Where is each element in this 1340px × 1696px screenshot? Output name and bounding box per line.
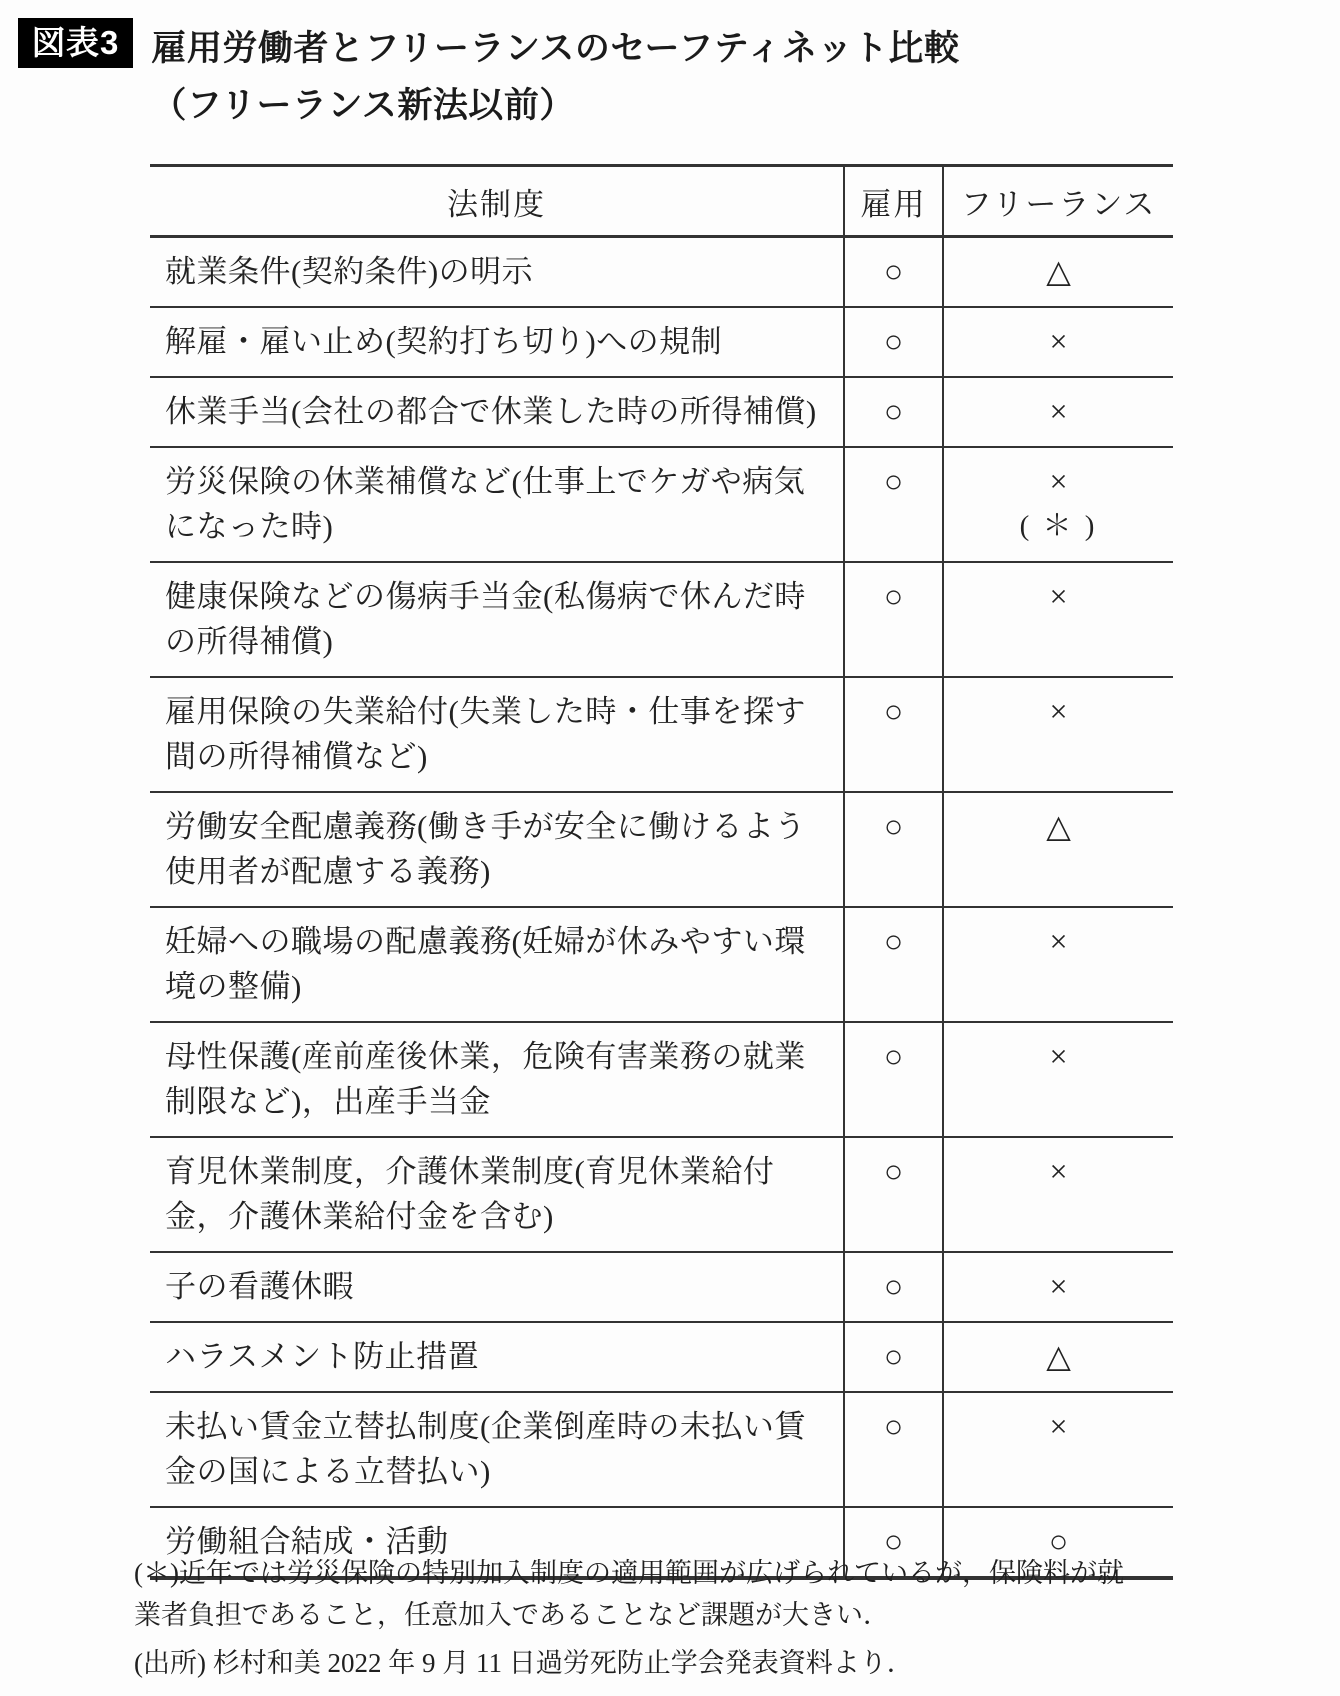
employment-mark: ○ [883, 463, 904, 499]
table-row [150, 307, 1173, 377]
employment-mark-cell [844, 562, 943, 677]
table-row [150, 1322, 1173, 1392]
law-item-label: 母性保護(産前産後休業，危険有害業務の就業制限など)，出産手当金 [150, 1022, 844, 1137]
employment-mark-cell [844, 907, 943, 1022]
table-row [150, 1252, 1173, 1322]
law-item-label: 未払い賃金立替払制度(企業倒産時の未払い賃金の国による立替払い) [150, 1392, 844, 1507]
employment-mark: ○ [883, 1153, 904, 1189]
employment-mark-cell [844, 1252, 943, 1322]
freelance-mark: × [1049, 463, 1068, 499]
freelance-mark: × [1049, 1268, 1068, 1304]
freelance-mark-cell [943, 377, 1173, 447]
freelance-mark: × [1049, 323, 1068, 359]
comparison-table [150, 164, 1173, 1580]
footnote-source: (出所) 杉村和美 2022 年 9 月 11 日過労死防止学会発表資料より． [134, 1648, 914, 1678]
freelance-mark: × [1049, 1153, 1068, 1189]
law-item-label: 妊婦への職場の配慮義務(妊婦が休みやすい環境の整備) [150, 907, 844, 1022]
footnote-asterisk: (＊)近年では労災保険の特別加入制度の適用範囲が広げられているが，保険料が就業者負担であること，任意加入であることなど課題が大きい． [134, 1558, 1124, 1630]
freelance-mark: △ [1046, 808, 1071, 844]
employment-mark: ○ [883, 1038, 904, 1074]
employment-mark: ○ [883, 393, 904, 429]
employment-mark: ○ [883, 923, 904, 959]
table-row [150, 562, 1173, 677]
employment-mark-cell [844, 792, 943, 907]
employment-mark: ○ [883, 578, 904, 614]
law-item-label: 子の看護休暇 [150, 1252, 844, 1322]
freelance-mark-cell [943, 237, 1173, 308]
freelance-mark-cell [943, 677, 1173, 792]
table-row [150, 677, 1173, 792]
table-row [150, 1392, 1173, 1507]
law-item-label: 健康保険などの傷病手当金(私傷病で休んだ時の所得補償) [150, 562, 844, 677]
header-row [150, 166, 1173, 237]
freelance-mark-cell [943, 447, 1173, 562]
freelance-mark: × [1049, 1038, 1068, 1074]
freelance-mark: × [1049, 578, 1068, 614]
freelance-mark-cell [943, 562, 1173, 677]
freelance-mark-cell [943, 792, 1173, 907]
table-row [150, 1022, 1173, 1137]
employment-mark-cell [844, 307, 943, 377]
figure-badge: 図表3 [18, 18, 133, 68]
table-body [150, 237, 1173, 1579]
employment-mark-cell [844, 1392, 943, 1507]
table-row [150, 377, 1173, 447]
col-header-freelance: フリーランス [943, 166, 1173, 237]
employment-mark-cell [844, 1137, 943, 1252]
employment-mark: ○ [883, 1523, 904, 1559]
freelance-mark: ○ [1048, 1523, 1069, 1559]
freelance-mark: × [1049, 923, 1068, 959]
employment-mark: ○ [883, 808, 904, 844]
table-row [150, 447, 1173, 562]
law-item-label: 解雇・雇い止め(契約打ち切り)への規制 [150, 307, 844, 377]
col-header-law: 法制度 [150, 166, 844, 237]
employment-mark: ○ [883, 253, 904, 289]
table-row [150, 792, 1173, 907]
freelance-mark: × [1049, 693, 1068, 729]
figure-title-block [151, 18, 959, 134]
table-row [150, 1137, 1173, 1252]
employment-mark: ○ [883, 323, 904, 359]
law-item-label: 休業手当(会社の都合で休業した時の所得補償) [150, 377, 844, 447]
figure-title: 雇用労働者とフリーランスのセーフティネット比較 [151, 29, 960, 68]
employment-mark: ○ [883, 1408, 904, 1444]
freelance-mark: × [1049, 393, 1068, 429]
freelance-mark-cell [943, 907, 1173, 1022]
freelance-mark-cell [943, 1022, 1173, 1137]
employment-mark-cell [844, 377, 943, 447]
footnotes [134, 1552, 1129, 1684]
freelance-mark-cell [943, 1137, 1173, 1252]
law-item-label: 労働安全配慮義務(働き手が安全に働けるよう使用者が配慮する義務) [150, 792, 844, 907]
table-row [150, 237, 1173, 308]
employment-mark-cell [844, 1022, 943, 1137]
employment-mark-cell [844, 677, 943, 792]
freelance-mark-cell [943, 1322, 1173, 1392]
law-item-label: 労災保険の休業補償など(仕事上でケガや病気になった時) [150, 447, 844, 562]
freelance-note: ( ＊ ) [1019, 510, 1098, 542]
freelance-mark-cell [943, 307, 1173, 377]
freelance-mark: △ [1046, 1338, 1071, 1374]
col-header-employment: 雇用 [844, 166, 943, 237]
employment-mark: ○ [883, 1338, 904, 1374]
employment-mark: ○ [883, 693, 904, 729]
freelance-mark-cell [943, 1392, 1173, 1507]
employment-mark: ○ [883, 1268, 904, 1304]
employment-mark-cell [844, 1322, 943, 1392]
figure-header [18, 18, 1320, 134]
freelance-mark: × [1049, 1408, 1068, 1444]
law-item-label: 雇用保険の失業給付(失業した時・仕事を探す間の所得補償など) [150, 677, 844, 792]
law-item-label: ハラスメント防止措置 [150, 1322, 844, 1392]
freelance-mark: △ [1046, 253, 1071, 289]
employment-mark-cell [844, 237, 943, 308]
employment-mark-cell [844, 447, 943, 562]
law-item-label: 労働組合結成・活動 [150, 1507, 844, 1578]
figure-subtitle: （フリーランス新法以前） [151, 86, 575, 125]
law-item-label: 育児休業制度，介護休業制度(育児休業給付金，介護休業給付金を含む) [150, 1137, 844, 1252]
law-item-label: 就業条件(契約条件)の明示 [150, 237, 844, 308]
table-row [150, 907, 1173, 1022]
freelance-mark-cell [943, 1252, 1173, 1322]
